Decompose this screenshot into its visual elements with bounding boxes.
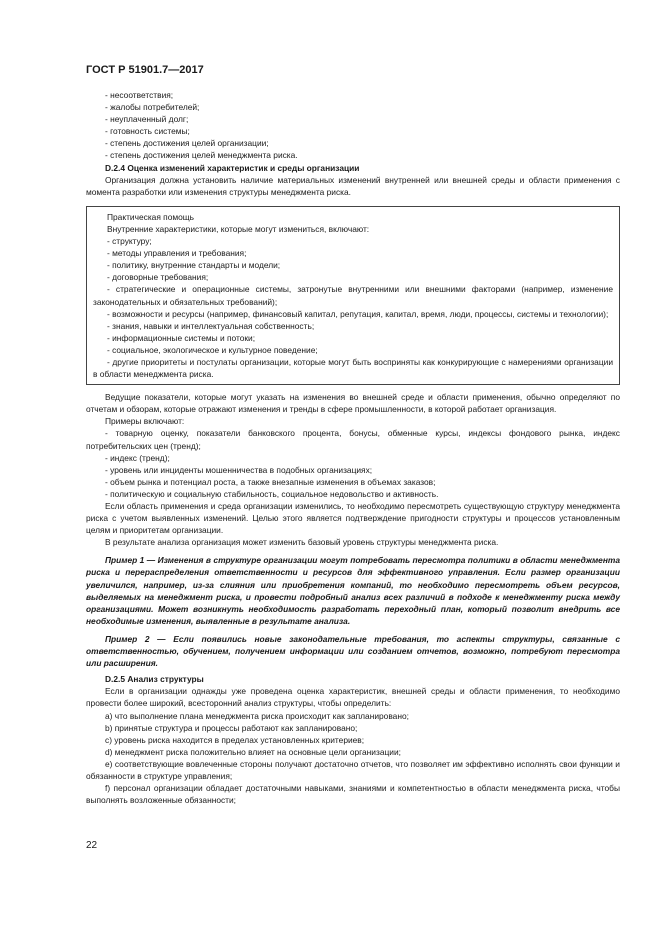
box-item: - структуру; [107, 236, 152, 247]
box-title: Практическая помощь [107, 211, 195, 222]
page-content [86, 89, 620, 806]
list-item: a) что выполнение плана менеджмента риска происходит как запланировано; [105, 710, 409, 721]
box-item: - другие приоритеты и постулаты организации, которые могут быть восприняты как конкурирующие с намерениями организации в области менеджмента риска. [93, 356, 613, 380]
example-2: Пример 2 — Если появились новые законодательные требования, то аспекты структуры, связанные с ответственностью, обучением, получением информации или созданием отчетов, возможно, потребуют пересмотра или расширения. [86, 633, 620, 669]
practical-help-box [86, 206, 620, 385]
list-item: c) уровень риска находится в пределах установленных критериев; [105, 734, 365, 745]
example-1: Пример 1 — Изменения в структуре организации могут потребовать пересмотра политики в области менеджмента риска и перераспределения ответственности и ресурсов для эффективного управления. Если размер организации увеличился, например, из-за слияния или приобретения компаний, то необходимо пересмотреть объем ресурсов, выделяемых на менеджмент риска, и провести подробный анализ всех различий в подходе к менеджменту риска между организациями. Может возникнуть необходимость разработать переходный план, который позволит внедрить все необходимые изменения, выявленные в результате анализа. [86, 555, 620, 626]
box-item: - договорные требования; [107, 272, 209, 283]
list-item: - объем рынка и потенциал роста, а также внезапные изменения в объемах заказов; [105, 476, 436, 487]
list-item: b) принятые структура и процессы работают как запланировано; [105, 722, 358, 733]
box-item: - социальное, экологическое и культурное поведение; [107, 344, 318, 355]
paragraph: Если в организации однажды уже проведена оценка характеристик, внешней среды и области применения, то необходимо провести более широкий, всесторонний анализ структуры, чтобы определить: [86, 686, 620, 709]
box-item: - информационные системы и потоки; [107, 332, 256, 343]
page-number: 22 [86, 840, 98, 851]
list-item: - неуплаченный долг; [105, 114, 189, 125]
box-intro: Внутренние характеристики, которые могут измениться, включают: [107, 223, 370, 234]
section-heading-d24: D.2.4 Оценка изменений характеристик и среды организации [105, 162, 360, 173]
list-item: f) персонал организации обладает достаточными навыками, знаниями и компетентностью в области менеджмента риска, чтобы выполнять возложенные обязанности; [86, 783, 620, 806]
document-header: ГОСТ Р 51901.7—2017 [86, 64, 204, 76]
list-item: - товарную оценку, показатели банковского процента, бонусы, обменные курсы, индексы фондового рынка, индекс потребительских цен (тренд); [86, 428, 620, 451]
box-item: - стратегические и операционные системы, затронутые внутренними или внешними факторами (например, изменение законодательных и обязательных требований); [93, 284, 613, 307]
box-item: - возможности и ресурсы (например, финансовый капитал, репутация, капитал, время, люди, процессы, системы и технологии); [107, 308, 609, 319]
list-item: - индекс (тренд); [105, 452, 170, 463]
list-item: e) соответствующие вовлеченные стороны получают достаточно отчетов, что позволяет им эффективно исполнять свои функции и обязанности в структуре управления; [86, 758, 620, 781]
examples-intro: Примеры включают: [105, 416, 185, 427]
paragraph: Ведущие показатели, которые могут указать на изменения во внешней среде и области применения, обычно определяют по отчетам и обзорам, которые отражают изменения и тренды в сфере промышленности, в которой работает организация. [86, 392, 620, 415]
box-item: - политику, внутренние стандарты и модели; [107, 260, 281, 271]
list-item: - степень достижения целей менеджмента риска. [105, 150, 298, 161]
list-item: - уровень или инциденты мошенничества в подобных организациях; [105, 464, 373, 475]
box-item: - знания, навыки и интеллектуальная собственность; [107, 320, 315, 331]
box-item: - методы управления и требования; [107, 248, 247, 259]
list-item: - несоответствия; [105, 90, 174, 100]
paragraph: В результате анализа организация может изменить базовый уровень структуры менеджмента риска. [105, 537, 499, 548]
list-item: - степень достижения целей организации; [105, 138, 269, 149]
section-heading-d25: D.2.5 Анализ структуры [105, 674, 204, 685]
list-item: - жалобы потребителей; [105, 102, 200, 113]
list-item: - политическую и социальную стабильность, социальное недовольство и активность. [105, 488, 439, 499]
list-item: d) менеджмент риска положительно влияет на основные цели организации; [105, 746, 401, 757]
paragraph: Если область применения и среда организации изменились, то необходимо пересмотреть существующую структуру менеджмента риска с учетом выявленных изменений. Целью этого является подтверждение пригодности структуры и процессов установленным целям и приоритетам организации. [86, 501, 620, 536]
list-item: - готовность системы; [105, 126, 190, 137]
paragraph: Организация должна установить наличие материальных изменений внутренней или внешней среды и области применения с момента разработки или изменения структуры менеджмента риска. [86, 174, 620, 197]
